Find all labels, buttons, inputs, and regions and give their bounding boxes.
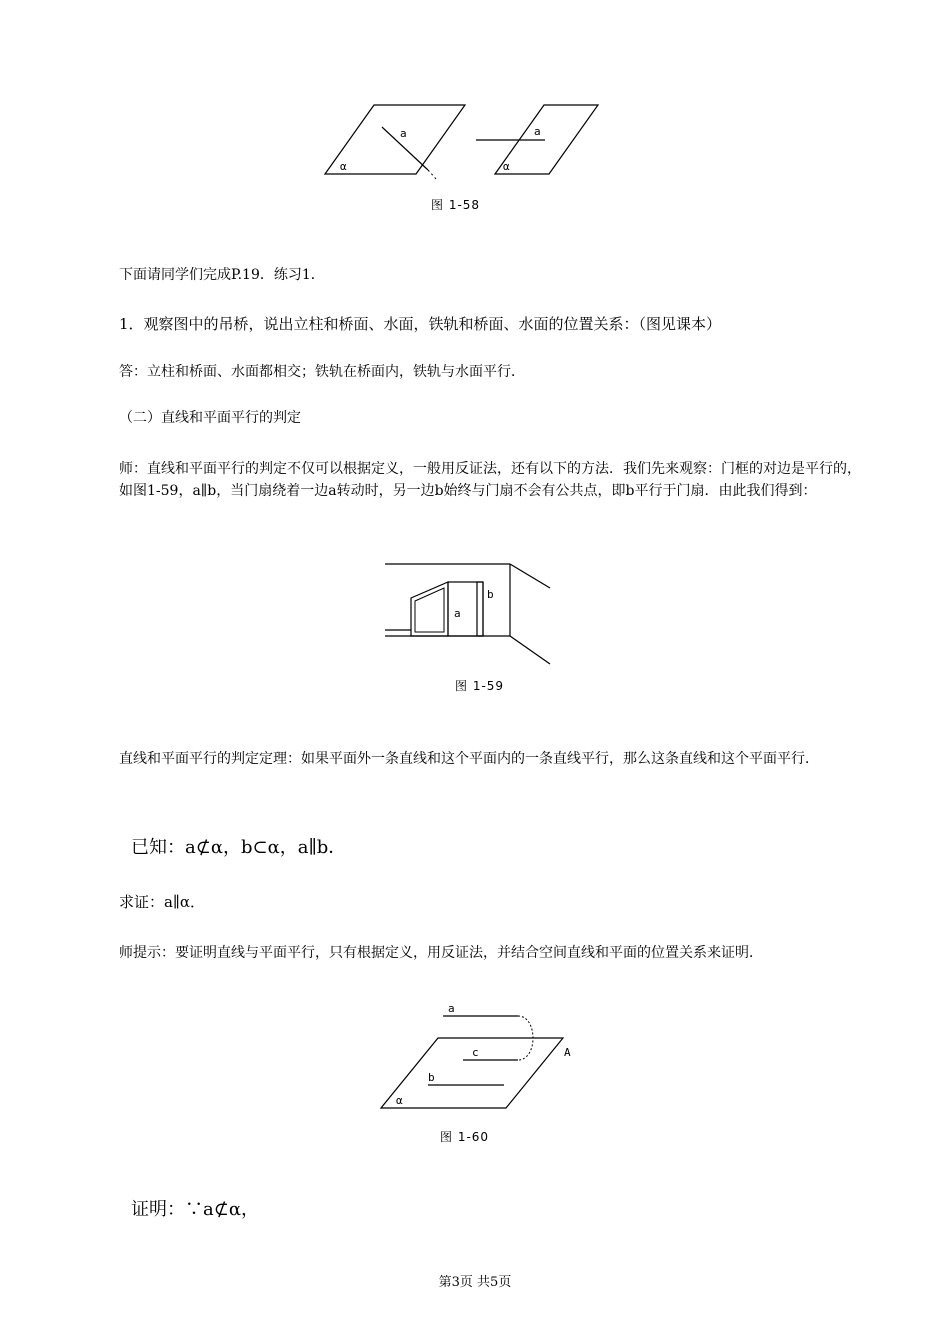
fig58-caption: 图 1-58 <box>431 198 481 212</box>
page-footer: 第3页 共5页 <box>438 1275 512 1290</box>
proof-start: 证明：∵a⊄α， <box>131 1199 259 1220</box>
fig59-label-a: a <box>454 607 461 620</box>
figure-1-60 <box>378 1000 588 1115</box>
fig60-label-b: b <box>428 1071 435 1084</box>
teacher-paragraph: 师：直线和平面平行的判定不仅可以根据定义，一般用反证法，还有以下的方法．我们先来观察：门框的对边是平行的，如图1-59，a∥b，当门扇绕着一边a转动时，另一边b始终与门扇不会有公共点，即b平行于门扇．由此我们得到： <box>119 461 861 499</box>
figure-1-59 <box>385 560 555 670</box>
figure-1-58 <box>320 100 600 185</box>
fig59-caption: 图 1-59 <box>455 679 505 693</box>
fig60-label-alpha: α <box>396 1094 403 1107</box>
fig60-caption: 图 1-60 <box>440 1130 490 1144</box>
fig60-label-c: c <box>472 1046 479 1059</box>
intro-paragraph: 下面请同学们完成P.19．练习1． <box>119 267 325 283</box>
fig58-label-a1: a <box>400 127 407 140</box>
prove-statement: 求证：a∥α． <box>119 893 206 911</box>
fig60-label-a: a <box>448 1002 455 1015</box>
fig58-label-alpha1: α <box>340 160 347 173</box>
fig58-label-a2: a <box>534 125 541 138</box>
teacher-hint: 师提示：要证明直线与平面平行，只有根据定义，用反证法，并结合空间直线和平面的位置关系来证明． <box>119 945 763 961</box>
given-statement: 已知：a⊄α，b⊂α，a∥b． <box>131 837 347 858</box>
fig59-label-b: b <box>487 588 494 601</box>
fig58-label-alpha2: α <box>503 160 510 173</box>
fig60-label-A: A <box>564 1046 571 1059</box>
exercise-answer: 答：立柱和桥面、水面都相交；铁轨在桥面内，铁轨与水面平行． <box>119 364 525 380</box>
section-heading: （二）直线和平面平行的判定 <box>119 410 301 426</box>
exercise-question: 1．观察图中的吊桥，说出立柱和桥面、水面，铁轨和桥面、水面的位置关系：（图见课本） <box>119 315 722 333</box>
theorem-paragraph: 直线和平面平行的判定定理：如果平面外一条直线和这个平面内的一条直线平行，那么这条直线和这个平面平行． <box>119 751 819 767</box>
